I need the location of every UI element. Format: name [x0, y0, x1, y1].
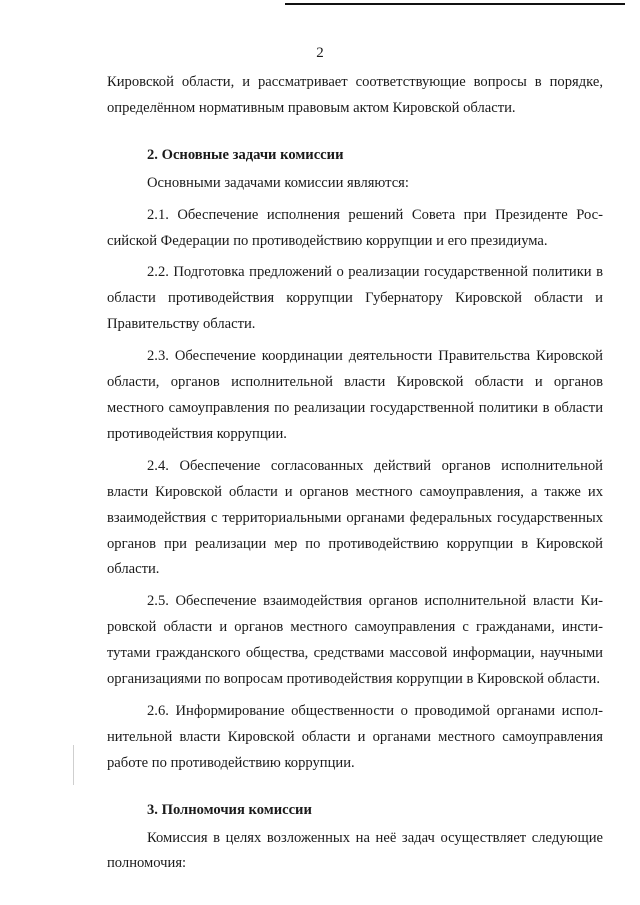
- item-2-5: 2.5. Обеспечение взаимодействия органов исполнительной власти Кировской области и органов местного самоуправления с гражданами, институтами гражданского общества, средствами массовой информации, научными организациями по вопросам противодействия коррупции в Кировской области.: [107, 593, 603, 688]
- item-2-6: 2.6. Информирование общественности о проводимой органами исполнительной власти Кировской области и органами местного самоуправления работе по противодействию коррупции.: [107, 702, 603, 771]
- item-2-1: 2.1. Обеспечение исполнения решений Совета при Президенте Российской Федерации по противодействию коррупции и его президиума.: [107, 206, 603, 249]
- section-3-intro: Комиссия в целях возложенных на неё задач осуществляет следующие полномочия:: [107, 829, 603, 872]
- document-body: [107, 70, 603, 877]
- page-number: 2: [316, 45, 324, 61]
- section-2-heading: 2. Основные задачи комиссии: [147, 146, 344, 163]
- scan-mark: [73, 745, 74, 785]
- section-3-heading: 3. Полномочия комиссии: [147, 801, 312, 818]
- item-2-3: 2.3. Обеспечение координации деятельности Правительства Кировской области, органов исполнительной власти Кировской области и органов местного самоуправления по реализации государственной политики в области противодействия коррупции.: [107, 348, 603, 442]
- section-2-intro: Основными задачами комиссии являются:: [147, 174, 409, 191]
- item-2-2: 2.2. Подготовка предложений о реализации государственной политики в области противодействия коррупции Губернатору Кировской области и Правительству области.: [107, 264, 603, 333]
- intro-line-1: Кировской области, и рассматривает соответствующие вопросы в порядке,: [107, 74, 603, 90]
- top-rule: [285, 3, 625, 5]
- item-2-4: 2.4. Обеспечение согласованных действий органов исполнительной власти Кировской области и органов местного самоуправления, а также их взаимодействия с территориальными органами федеральных государственных органов при реализации мер по противодействию коррупции в Кировской области.: [107, 457, 603, 578]
- intro-line-2: определённом нормативным правовым актом Кировской области.: [107, 99, 516, 116]
